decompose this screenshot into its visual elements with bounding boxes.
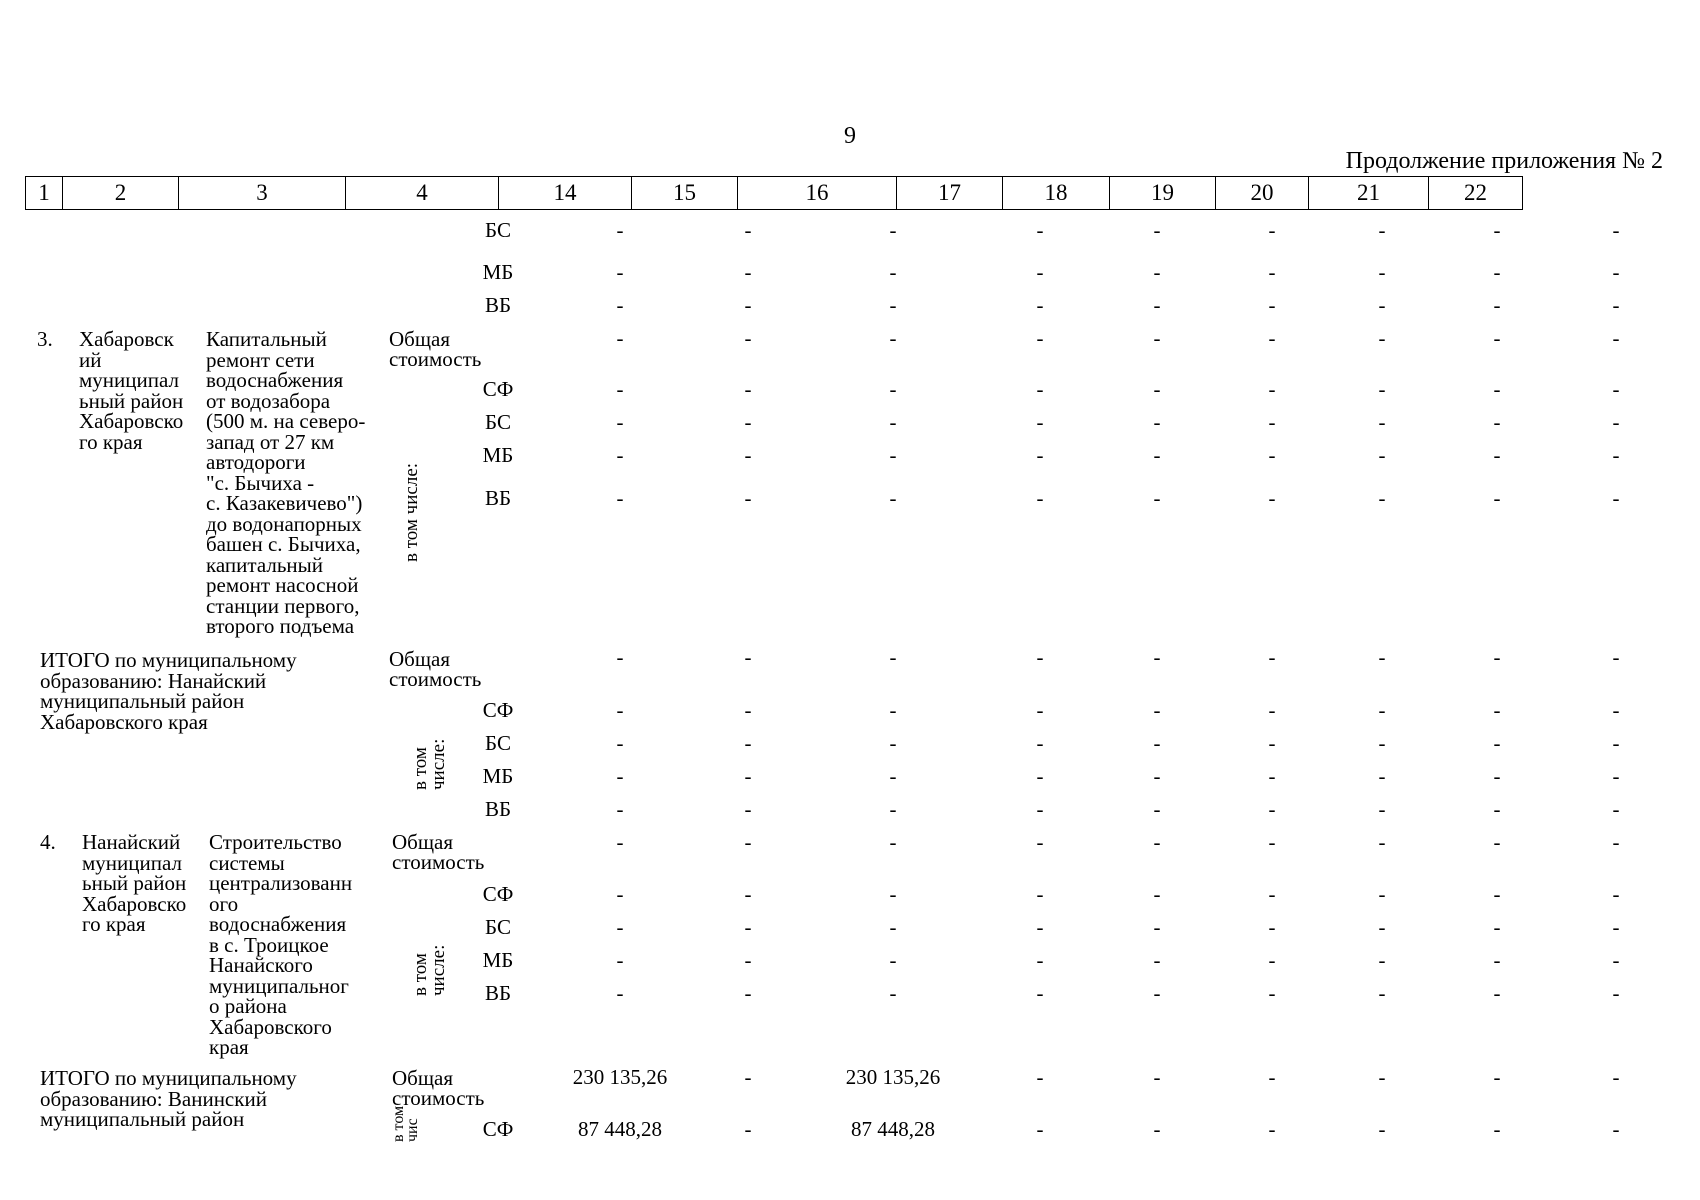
value-text: -	[744, 981, 752, 1005]
header-cell: 16	[738, 177, 897, 210]
text-line: второго подъема	[206, 614, 355, 638]
text-line: запад от 27 км	[206, 429, 335, 454]
source-text: МБ	[482, 764, 514, 788]
text-line: ремонт сети	[206, 347, 315, 372]
text-line: Нанайского	[209, 953, 313, 977]
value-text: -	[1036, 1065, 1044, 1089]
value-text: -	[1036, 731, 1044, 755]
value-text: -	[1493, 830, 1501, 854]
value-text: -	[744, 645, 752, 669]
text-line: образованию: Ванинский	[40, 1086, 267, 1111]
total-cost-label: Общая стоимость	[392, 830, 485, 874]
text-line: Хабаровско	[79, 409, 184, 433]
value-text: -	[1378, 645, 1386, 669]
value-text: -	[1268, 260, 1276, 284]
value-text: -	[1036, 410, 1044, 434]
header-cell: 19	[1110, 177, 1216, 210]
value-text: -	[744, 731, 752, 755]
text-line: ремонт насосной	[206, 573, 359, 597]
value-text: -	[1036, 882, 1044, 906]
value-text: -	[1153, 645, 1161, 669]
value-text: -	[1268, 797, 1276, 821]
value-text: -	[1378, 326, 1386, 350]
including-label: в том числе:	[410, 944, 449, 996]
value-text: -	[1378, 1117, 1386, 1141]
value-text: -	[1036, 981, 1044, 1005]
value-text: -	[889, 764, 897, 788]
text-line: "с. Бычиха -	[206, 470, 315, 495]
value-text: -	[616, 698, 624, 722]
value-text: -	[1268, 882, 1276, 906]
value-text: -	[1493, 326, 1501, 350]
text-line: в с. Троицкое	[209, 932, 329, 957]
value-text: -	[1493, 218, 1501, 242]
text-line: до водонапорных	[206, 511, 362, 536]
text-line: ИТОГО по муниципальному	[40, 648, 297, 672]
value-text: -	[1036, 797, 1044, 821]
value-text: -	[1493, 260, 1501, 284]
text-line: муниципальног	[209, 973, 349, 998]
value-text: -	[616, 981, 624, 1005]
value-text: -	[1612, 218, 1620, 242]
value-text: -	[1612, 764, 1620, 788]
value-text: -	[616, 830, 624, 854]
source-text: ВБ	[484, 293, 512, 317]
value-text: -	[1153, 830, 1161, 854]
text-line: Строительство	[209, 830, 342, 854]
total-cost-label: Общая стоимость	[389, 327, 482, 371]
source-text: СФ	[482, 882, 514, 906]
header-cell: 20	[1216, 177, 1309, 210]
item-number: 4.	[40, 830, 56, 854]
header-cell: 4	[346, 177, 499, 210]
value-text: -	[744, 260, 752, 284]
value-text: -	[1378, 764, 1386, 788]
value-text: -	[744, 1117, 752, 1141]
value-text: -	[889, 260, 897, 284]
including-label: в том чис	[390, 1105, 421, 1142]
source-text: МБ	[482, 443, 514, 467]
value-text: -	[616, 797, 624, 821]
value-text: -	[1153, 1117, 1161, 1141]
value-text: -	[1612, 797, 1620, 821]
value-text: -	[889, 443, 897, 467]
text-line: (500 м. на северо-	[206, 409, 366, 433]
source-text: БС	[485, 731, 511, 755]
text-line: станции первого,	[206, 593, 360, 618]
value-text: -	[744, 698, 752, 722]
value-text: -	[1612, 645, 1620, 669]
value-text: -	[616, 218, 624, 242]
header-cell: 15	[632, 177, 738, 210]
value-text: -	[1493, 981, 1501, 1005]
value-text: -	[1378, 981, 1386, 1005]
value-text: -	[1268, 698, 1276, 722]
value-text: -	[889, 645, 897, 669]
value-text: -	[1153, 948, 1161, 972]
text-line: Капитальный	[206, 327, 327, 351]
text-line: башен с. Бычиха,	[206, 532, 361, 556]
total-cost-label: Общая стоимость	[389, 647, 482, 691]
source-text: БС	[485, 218, 511, 242]
value-text: -	[1268, 764, 1276, 788]
source-text: БС	[485, 410, 511, 434]
value-text: -	[616, 764, 624, 788]
value-text: -	[1612, 260, 1620, 284]
value-text: -	[1153, 764, 1161, 788]
text-line: ого	[209, 891, 239, 916]
text-line: водоснабжения	[209, 912, 347, 936]
value-text: -	[616, 486, 624, 510]
value-text: -	[1493, 698, 1501, 722]
value-text: -	[889, 948, 897, 972]
value-text: -	[744, 218, 752, 242]
value-text: -	[744, 915, 752, 939]
value-text: -	[1493, 645, 1501, 669]
including-label: в том числе:	[401, 462, 422, 562]
value-text: -	[1493, 486, 1501, 510]
value-text: -	[744, 443, 752, 467]
value-text: -	[1612, 326, 1620, 350]
value-text: -	[889, 830, 897, 854]
value-text: -	[744, 410, 752, 434]
value-text: -	[1268, 731, 1276, 755]
text-line: капитальный	[206, 552, 323, 577]
source-text: МБ	[482, 948, 514, 972]
source-text: СФ	[482, 377, 514, 401]
text-line: автодороги	[206, 450, 306, 474]
value-text: -	[744, 326, 752, 350]
including-label: в том числе:	[410, 738, 449, 790]
value-text: -	[1036, 377, 1044, 401]
value-text: -	[1268, 443, 1276, 467]
value-text: -	[1268, 1065, 1276, 1089]
value-text: -	[1378, 1065, 1386, 1089]
value-text: 87 448,28	[851, 1117, 935, 1141]
value-text: -	[1493, 1065, 1501, 1089]
value-text: -	[1612, 731, 1620, 755]
value-text: -	[1036, 915, 1044, 939]
value-text: -	[1268, 486, 1276, 510]
value-text: -	[1036, 293, 1044, 317]
item-district	[79, 329, 183, 452]
header-cell: 14	[499, 177, 632, 210]
header-cell: 17	[897, 177, 1003, 210]
value-text: -	[1153, 293, 1161, 317]
value-text: -	[1036, 830, 1044, 854]
value-text: -	[1378, 293, 1386, 317]
source-text: БС	[485, 915, 511, 939]
value-text: -	[1612, 981, 1620, 1005]
value-text: -	[1036, 948, 1044, 972]
value-text: -	[1493, 443, 1501, 467]
text-line: края	[209, 1035, 249, 1059]
value-text: -	[1153, 260, 1161, 284]
text-line: с. Казакевичево")	[206, 491, 363, 515]
value-text: -	[1153, 1065, 1161, 1089]
value-text: -	[1493, 948, 1501, 972]
value-text: -	[1378, 486, 1386, 510]
text-line: муниципал	[79, 368, 179, 392]
value-text: -	[889, 731, 897, 755]
value-text: -	[1612, 1117, 1620, 1141]
value-text: -	[744, 948, 752, 972]
value-text: -	[744, 764, 752, 788]
value-text: -	[1036, 326, 1044, 350]
value-text: -	[1268, 645, 1276, 669]
value-text: -	[744, 830, 752, 854]
value-text: -	[1268, 915, 1276, 939]
text-line: муниципальный район	[40, 1107, 245, 1131]
value-text: -	[1493, 731, 1501, 755]
text-line: о района	[209, 994, 287, 1018]
value-text: -	[889, 698, 897, 722]
value-text: -	[889, 915, 897, 939]
value-text: -	[1612, 486, 1620, 510]
value-text: -	[1036, 764, 1044, 788]
value-text: -	[1378, 443, 1386, 467]
header-cell: 2	[63, 177, 179, 210]
value-text: -	[1378, 830, 1386, 854]
value-text: -	[744, 882, 752, 906]
value-text: -	[1612, 882, 1620, 906]
value-text: -	[616, 731, 624, 755]
value-text: -	[1036, 645, 1044, 669]
value-text: -	[889, 981, 897, 1005]
value-text: -	[616, 882, 624, 906]
source-text: ВБ	[484, 797, 512, 821]
value-text: -	[744, 377, 752, 401]
value-text: -	[1612, 698, 1620, 722]
value-text: -	[1268, 293, 1276, 317]
text-line: ьный район	[79, 388, 184, 413]
value-text: -	[1612, 948, 1620, 972]
value-text: -	[616, 377, 624, 401]
text-line: централизованн	[209, 871, 353, 895]
source-text: СФ	[482, 698, 514, 722]
value-text: -	[744, 1065, 752, 1089]
value-text: -	[1153, 882, 1161, 906]
value-text: -	[1036, 218, 1044, 242]
value-text: -	[1153, 410, 1161, 434]
value-text: -	[1153, 915, 1161, 939]
text-line: ий	[79, 347, 102, 372]
value-text: -	[616, 443, 624, 467]
header-cell: 21	[1309, 177, 1429, 210]
value-text: -	[889, 326, 897, 350]
value-text: -	[1268, 948, 1276, 972]
source-text: ВБ	[484, 981, 512, 1005]
text-line: го края	[79, 429, 143, 454]
value-text: 87 448,28	[578, 1117, 662, 1141]
value-text: -	[1493, 882, 1501, 906]
value-text: -	[1493, 293, 1501, 317]
header-cell: 3	[179, 177, 346, 210]
value-text: -	[1378, 915, 1386, 939]
value-text: -	[1268, 981, 1276, 1005]
text-line: ьный район	[82, 871, 187, 895]
item-object	[209, 832, 352, 1058]
source-text: ВБ	[484, 486, 512, 510]
value-text: -	[1268, 410, 1276, 434]
item-number: 3.	[37, 327, 53, 351]
value-text: -	[1493, 377, 1501, 401]
value-text: -	[1612, 915, 1620, 939]
value-text: -	[1268, 1117, 1276, 1141]
value-text: -	[1378, 260, 1386, 284]
value-text: -	[1153, 981, 1161, 1005]
value-text: -	[1153, 698, 1161, 722]
value-text: -	[1153, 797, 1161, 821]
value-text: -	[1036, 1117, 1044, 1141]
text-line: Нанайский	[82, 830, 181, 854]
page-number: 9	[844, 123, 856, 149]
text-line: водоснабжения	[206, 368, 344, 392]
value-text: 230 135,26	[845, 1065, 941, 1089]
header-cell: 18	[1003, 177, 1110, 210]
total-label	[40, 1068, 297, 1130]
text-line: Хабаровско	[82, 891, 187, 916]
continuation-title: Продолжение приложения № 2	[1345, 148, 1663, 174]
source-text: СФ	[482, 1117, 514, 1141]
text-line: ИТОГО по муниципальному	[40, 1066, 297, 1090]
value-text: -	[1612, 830, 1620, 854]
header-cell: 22	[1429, 177, 1523, 210]
text-line: Хабаровского	[209, 1014, 332, 1039]
value-text: -	[1378, 797, 1386, 821]
header-cell: 1	[26, 177, 63, 210]
value-text: -	[1036, 443, 1044, 467]
value-text: -	[1153, 486, 1161, 510]
value-text: -	[616, 915, 624, 939]
value-text: -	[889, 486, 897, 510]
value-text: -	[1268, 218, 1276, 242]
total-cost-label: Общая стоимость	[392, 1066, 485, 1110]
total-label	[40, 650, 297, 732]
value-text: -	[1493, 764, 1501, 788]
value-text: -	[616, 948, 624, 972]
value-text: -	[1493, 915, 1501, 939]
value-text: -	[1268, 830, 1276, 854]
value-text: -	[1268, 377, 1276, 401]
value-text: -	[1153, 377, 1161, 401]
source-text: МБ	[482, 260, 514, 284]
value-text: -	[744, 486, 752, 510]
text-line: образованию: Нанайский	[40, 668, 267, 693]
text-line: муниципальный район	[40, 689, 245, 713]
text-line: Хабаровск	[79, 327, 174, 351]
value-text: -	[1378, 882, 1386, 906]
value-text: -	[1378, 377, 1386, 401]
value-text: -	[1612, 443, 1620, 467]
value-text: -	[1153, 326, 1161, 350]
value-text: -	[889, 377, 897, 401]
value-text: -	[889, 218, 897, 242]
value-text: -	[889, 882, 897, 906]
text-line: от водозабора	[206, 388, 331, 413]
text-line: го края	[82, 912, 146, 936]
value-text: -	[1268, 326, 1276, 350]
value-text: -	[1036, 486, 1044, 510]
value-text: -	[616, 410, 624, 434]
value-text: -	[889, 293, 897, 317]
value-text: -	[1378, 698, 1386, 722]
value-text: -	[744, 293, 752, 317]
value-text: -	[1493, 797, 1501, 821]
text-line: муниципал	[82, 850, 182, 875]
value-text: -	[616, 326, 624, 350]
value-text: -	[1153, 443, 1161, 467]
value-text: -	[1612, 377, 1620, 401]
text-line: системы	[209, 850, 285, 875]
value-text: -	[616, 260, 624, 284]
value-text: -	[616, 645, 624, 669]
value-text: -	[1612, 410, 1620, 434]
text-line: Хабаровского края	[40, 709, 208, 734]
value-text: -	[744, 797, 752, 821]
item-district	[82, 832, 186, 935]
value-text: -	[1493, 1117, 1501, 1141]
value-text: -	[1036, 260, 1044, 284]
value-text: -	[1036, 698, 1044, 722]
value-text: -	[1378, 948, 1386, 972]
value-text: -	[1378, 218, 1386, 242]
value-text: -	[1378, 410, 1386, 434]
value-text: -	[1612, 293, 1620, 317]
value-text: -	[889, 797, 897, 821]
value-text: -	[1153, 218, 1161, 242]
item-object	[206, 329, 365, 637]
value-text: -	[1493, 410, 1501, 434]
value-text: -	[1378, 731, 1386, 755]
value-text: -	[616, 293, 624, 317]
value-text: -	[1612, 1065, 1620, 1089]
value-text: -	[889, 410, 897, 434]
value-text: 230 135,26	[572, 1065, 668, 1089]
value-text: -	[1153, 731, 1161, 755]
